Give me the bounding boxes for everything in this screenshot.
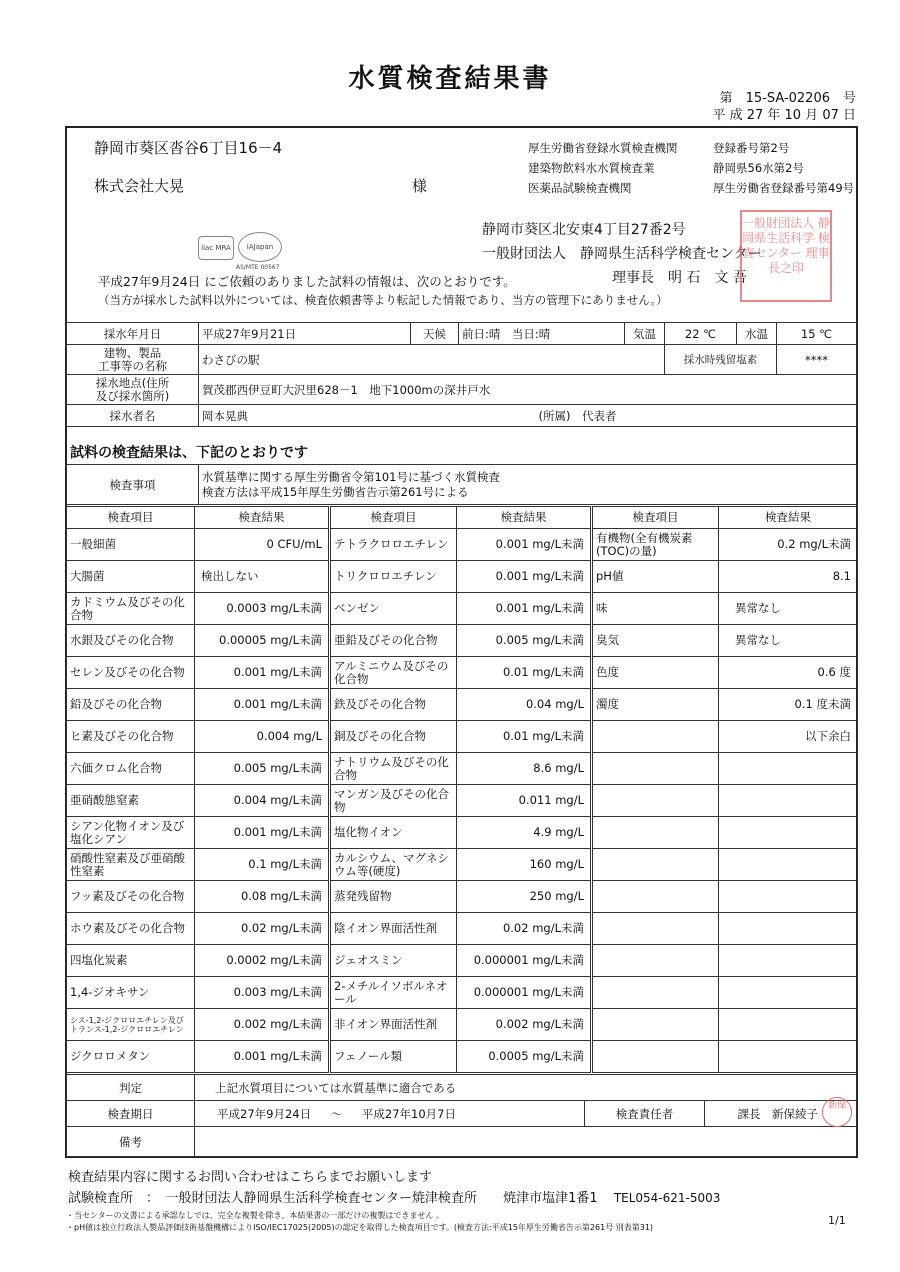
result-value: 0.002 mg/L未満 — [457, 1009, 592, 1041]
table-row — [67, 657, 858, 689]
personal-seal: 新保 — [822, 1097, 852, 1127]
result-value — [719, 1041, 858, 1073]
result-value: 0.001 mg/L未満 — [457, 529, 592, 561]
contact-text: 検査結果内容に関するお問い合わせはこちらまでお願いします — [68, 1170, 433, 1185]
result-item-name: 四塩化炭素 — [67, 945, 195, 977]
result-item-name: pH値 — [592, 561, 719, 593]
result-item-name — [592, 785, 719, 817]
contact-block — [68, 1168, 720, 1209]
period-range — [195, 1101, 525, 1127]
table-row — [67, 1009, 858, 1041]
header-result: 検査結果 — [457, 507, 592, 529]
result-item-name: 非イオン界面活性剤 — [330, 1009, 457, 1041]
result-item-name — [592, 753, 719, 785]
weather-label: 天候 — [411, 323, 459, 345]
result-item-name: テトラクロロエチレン — [330, 529, 457, 561]
client-address: 静岡市葵区沓谷6丁目16－4 — [94, 139, 283, 157]
table-row — [67, 913, 858, 945]
exam-line-1: 水質基準に関する厚生労働省令第101号に基づく水質検査 — [202, 469, 500, 484]
header-item: 検査項目 — [592, 507, 719, 529]
result-item-name: ヒ素及びその化合物 — [67, 721, 195, 753]
client-honorific: 様 — [412, 177, 428, 195]
air-temp-value: 22 ℃ — [665, 323, 737, 345]
result-item-name: カドミウム及びその化合物 — [67, 593, 195, 625]
issue-date: 平 成 27 年 10 月 07 日 — [712, 108, 856, 123]
result-item-name: シアン化物イオン及び塩化シアン — [67, 817, 195, 849]
lab-address: 静岡市葵区北安東4丁目27番2号 — [482, 222, 686, 238]
result-item-name: 一般細菌 — [67, 529, 195, 561]
result-value — [719, 785, 858, 817]
result-item-name: 蒸発残留物 — [330, 881, 457, 913]
results-table — [66, 506, 858, 1073]
official-seal-stamp: 一般財団法人 静岡県生活科学 検査センター 理事長之印 — [740, 210, 832, 302]
registration-org: 医薬品試験検査機関 — [528, 181, 632, 195]
result-value: 0.001 mg/L未満 — [195, 1041, 330, 1073]
result-value: 160 mg/L — [457, 849, 592, 881]
result-item-name: ジクロロメタン — [67, 1041, 195, 1073]
result-value: 0.011 mg/L — [457, 785, 592, 817]
result-value: 4.9 mg/L — [457, 817, 592, 849]
table-row — [67, 625, 858, 657]
result-item-name: 亜鉛及びその化合物 — [330, 625, 457, 657]
result-value: 0.002 mg/L未満 — [195, 1009, 330, 1041]
result-item-name: カルシウム、マグネシウム等(硬度) — [330, 849, 457, 881]
result-item-name: セレン及びその化合物 — [67, 657, 195, 689]
exam-line-2: 検査方法は平成15年厚生労働省告示第261号による — [202, 484, 469, 499]
footnote-1: ・当センターの文書による承認なしでは、完全な複製を除き、本結果書の一部だけの複製はできません 。 — [66, 1211, 444, 1220]
conclusion-table — [66, 1074, 857, 1157]
result-value: 0.2 mg/L未満 — [719, 529, 858, 561]
result-item-name — [592, 817, 719, 849]
result-item-name: 色度 — [592, 657, 719, 689]
result-item-name — [592, 1009, 719, 1041]
result-value — [719, 977, 858, 1009]
result-value: 0.005 mg/L未満 — [457, 625, 592, 657]
sample-date-label: 採水年月日 — [67, 323, 199, 345]
result-item-name: トリクロロエチレン — [330, 561, 457, 593]
client-name: 株式会社大晃 — [94, 177, 185, 195]
place-label: 採水地点(住所 及び採水箇所) — [67, 375, 199, 405]
result-value — [719, 913, 858, 945]
result-item-name: フッ素及びその化合物 — [67, 881, 195, 913]
result-value — [719, 849, 858, 881]
result-value: 0.1 度未満 — [719, 689, 858, 721]
result-value: 0.00005 mg/L未満 — [195, 625, 330, 657]
document-number-block — [712, 90, 856, 124]
result-value: 0 CFU/mL — [195, 529, 330, 561]
air-temp-label: 気温 — [625, 323, 665, 345]
result-value: 0.001 mg/L未満 — [195, 817, 330, 849]
result-item-name: ベンゼン — [330, 593, 457, 625]
result-item-name: ホウ素及びその化合物 — [67, 913, 195, 945]
result-item-name: 水銀及びその化合物 — [67, 625, 195, 657]
sampler-affiliation: (所属) 代表者 — [459, 405, 857, 427]
registration-list — [528, 138, 854, 198]
result-value — [719, 753, 858, 785]
result-value: 0.04 mg/L — [457, 689, 592, 721]
period-label: 検査期日 — [67, 1101, 195, 1127]
result-item-name: ジェオスミン — [330, 945, 457, 977]
lab-office-line — [68, 1188, 720, 1209]
remarks-value — [195, 1127, 857, 1157]
result-value: 異常なし — [719, 625, 858, 657]
result-value: 8.1 — [719, 561, 858, 593]
result-value: 0.001 mg/L未満 — [195, 657, 330, 689]
footnote-2: ・pH値は独立行政法人製品評価技術基盤機構によりISO/IEC17025(2005)の認定を取得した検査項目です。(検査方法:平成15年厚生労働省告示第261号 別表第31) — [66, 1223, 654, 1232]
lab-office-tel: TEL054-621-5003 — [613, 1191, 721, 1205]
table-row — [67, 689, 858, 721]
result-item-name: 硝酸性窒素及び亜硝酸性窒素 — [67, 849, 195, 881]
sampler-label: 採水者名 — [67, 405, 199, 427]
lab-office-address: 焼津市塩津1番1 — [503, 1191, 598, 1206]
result-item-name: シス-1,2-ジクロロエチレン及びトランス-1,2-ジクロロエチレン — [67, 1009, 195, 1041]
document-number: 第 15-SA-02206 号 — [719, 91, 856, 106]
result-value — [719, 881, 858, 913]
result-value — [719, 1009, 858, 1041]
result-item-name: アルミニウム及びその化合物 — [330, 657, 457, 689]
registration-row — [528, 138, 854, 158]
result-item-name: マンガン及びその化合物 — [330, 785, 457, 817]
result-value: 0.01 mg/L未満 — [457, 721, 592, 753]
result-item-name: ナトリウム及びその化合物 — [330, 753, 457, 785]
result-item-name: 銅及びその化合物 — [330, 721, 457, 753]
result-value — [719, 945, 858, 977]
registration-number: 厚生労働省登録番号第49号 — [713, 181, 855, 195]
result-value: 0.001 mg/L未満 — [457, 561, 592, 593]
results-header-row — [67, 507, 858, 529]
result-item-name: 2-メチルイソボルネオール — [330, 977, 457, 1009]
header-item: 検査項目 — [67, 507, 195, 529]
water-temp-value: 15 ℃ — [777, 323, 857, 345]
iajapan-logo: IAJapan — [238, 232, 282, 262]
result-value: 0.005 mg/L未満 — [195, 753, 330, 785]
table-row — [67, 945, 858, 977]
accreditation-code: AS/MTE 00567 — [236, 264, 280, 271]
result-item-name: 塩化物イオン — [330, 817, 457, 849]
result-value: 検出しない — [195, 561, 330, 593]
exam-description — [199, 465, 857, 505]
result-item-name: 有機物(全有機炭素(TOC)の量) — [592, 529, 719, 561]
result-value: 250 mg/L — [457, 881, 592, 913]
chlorine-label: 採水時残留塩素 — [665, 345, 777, 375]
result-value: 0.02 mg/L未満 — [457, 913, 592, 945]
result-item-name: 鉄及びその化合物 — [330, 689, 457, 721]
result-value: 8.6 mg/L — [457, 753, 592, 785]
registration-number: 登録番号第2号 — [713, 141, 790, 155]
result-value: 以下余白 — [719, 721, 858, 753]
result-value: 0.08 mg/L未満 — [195, 881, 330, 913]
judgement-value: 上記水質項目については水質基準に適合である — [195, 1075, 857, 1101]
lab-director: 理事長 明 石 文 吾 — [612, 270, 747, 286]
result-value: 0.003 mg/L未満 — [195, 977, 330, 1009]
result-item-name: 六価クロム化合物 — [67, 753, 195, 785]
result-item-name: 大腸菌 — [67, 561, 195, 593]
result-value: 0.0003 mg/L未満 — [195, 593, 330, 625]
registration-org: 建築物飲料水水質検査業 — [528, 161, 655, 175]
responsible-person — [705, 1101, 857, 1127]
table-row — [67, 561, 858, 593]
registration-org: 厚生労働省登録水質検査機関 — [528, 141, 678, 155]
result-item-name: 亜硝酸態窒素 — [67, 785, 195, 817]
result-value: 0.0002 mg/L未満 — [195, 945, 330, 977]
ilac-mra-logo: ilac MRA — [198, 236, 234, 260]
result-item-name — [592, 945, 719, 977]
result-value: 0.004 mg/L未満 — [195, 785, 330, 817]
remarks-label: 備考 — [67, 1127, 195, 1157]
result-value: 0.1 mg/L未満 — [195, 849, 330, 881]
result-value: 0.000001 mg/L未満 — [457, 977, 592, 1009]
judgement-label: 判定 — [67, 1075, 195, 1101]
footnotes — [66, 1210, 653, 1234]
weather-value: 前日:晴 当日:晴 — [459, 323, 625, 345]
registration-number: 静岡県56水第2号 — [713, 161, 804, 175]
header-result: 検査結果 — [195, 507, 330, 529]
result-value: 0.6 度 — [719, 657, 858, 689]
table-row — [67, 881, 858, 913]
table-row — [67, 593, 858, 625]
water-temp-label: 水温 — [737, 323, 777, 345]
result-item-name: 鉛及びその化合物 — [67, 689, 195, 721]
table-row — [67, 1041, 858, 1073]
lab-name: 一般財団法人 静岡県生活科学検査センター — [482, 246, 762, 262]
registration-row — [528, 178, 854, 198]
table-row — [67, 849, 858, 881]
result-value: 0.004 mg/L — [195, 721, 330, 753]
table-row — [67, 785, 858, 817]
result-value: 0.02 mg/L未満 — [195, 913, 330, 945]
result-value: 0.01 mg/L未満 — [457, 657, 592, 689]
result-item-name: 臭気 — [592, 625, 719, 657]
exam-label: 検査事項 — [67, 465, 199, 505]
page-number: 1/1 — [828, 1214, 846, 1227]
result-value: 0.001 mg/L未満 — [195, 689, 330, 721]
period-separator: ～ — [330, 1106, 343, 1121]
lab-info — [482, 218, 761, 290]
header-item: 検査項目 — [330, 507, 457, 529]
result-item-name: フェノール類 — [330, 1041, 457, 1073]
result-item-name — [592, 881, 719, 913]
result-item-name — [592, 913, 719, 945]
table-row — [67, 721, 858, 753]
intro-text: 平成27年9月24日 にご依頼のありました試料の情報は、次のとおりです。 — [98, 274, 516, 289]
result-value: 0.000001 mg/L未満 — [457, 945, 592, 977]
sampler-name: 岡本晃典 — [199, 405, 459, 427]
table-row — [67, 529, 858, 561]
intro-note: （当方が採水した試料以外については、検査依頼書等より転記した情報であり、当方の管理下にありません。） — [98, 293, 668, 307]
header-result: 検査結果 — [719, 507, 858, 529]
table-row — [67, 753, 858, 785]
period-to: 平成27年10月7日 — [361, 1106, 456, 1121]
table-row — [67, 817, 858, 849]
result-item-name: 濁度 — [592, 689, 719, 721]
result-item-name — [592, 1041, 719, 1073]
result-item-name — [592, 977, 719, 1009]
lab-office-label: 試験検査所 ： 一般財団法人静岡県生活科学検査センター焼津検査所 — [68, 1191, 477, 1206]
sample-info-table — [66, 322, 857, 427]
result-item-name — [592, 721, 719, 753]
building-label: 建物、製品 工事等の名称 — [67, 345, 199, 375]
sample-date: 平成27年9月21日 — [199, 323, 411, 345]
page-title: 水質検査結果書 — [348, 64, 552, 94]
result-item-name: 1,4-ジオキサン — [67, 977, 195, 1009]
responsible-label: 検査責任者 — [585, 1101, 705, 1127]
result-item-name — [592, 849, 719, 881]
responsible-name: 課長 新保綾子 — [737, 1106, 818, 1121]
exam-items-table — [66, 464, 857, 505]
result-value: 0.001 mg/L未満 — [457, 593, 592, 625]
chlorine-value: **** — [777, 345, 857, 375]
place-value: 賀茂郡西伊豆町大沢里628－1 地下1000mの深井戸水 — [199, 375, 857, 405]
result-item-name: 味 — [592, 593, 719, 625]
result-value — [719, 817, 858, 849]
table-row — [67, 977, 858, 1009]
building-value: わさびの駅 — [199, 345, 665, 375]
result-value: 0.0005 mg/L未満 — [457, 1041, 592, 1073]
section-title: 試料の検査結果は、下記のとおりです — [70, 445, 308, 461]
result-value: 異常なし — [719, 593, 858, 625]
result-item-name: 陰イオン界面活性剤 — [330, 913, 457, 945]
registration-row — [528, 158, 854, 178]
period-from: 平成27年9月24日 — [217, 1106, 312, 1121]
